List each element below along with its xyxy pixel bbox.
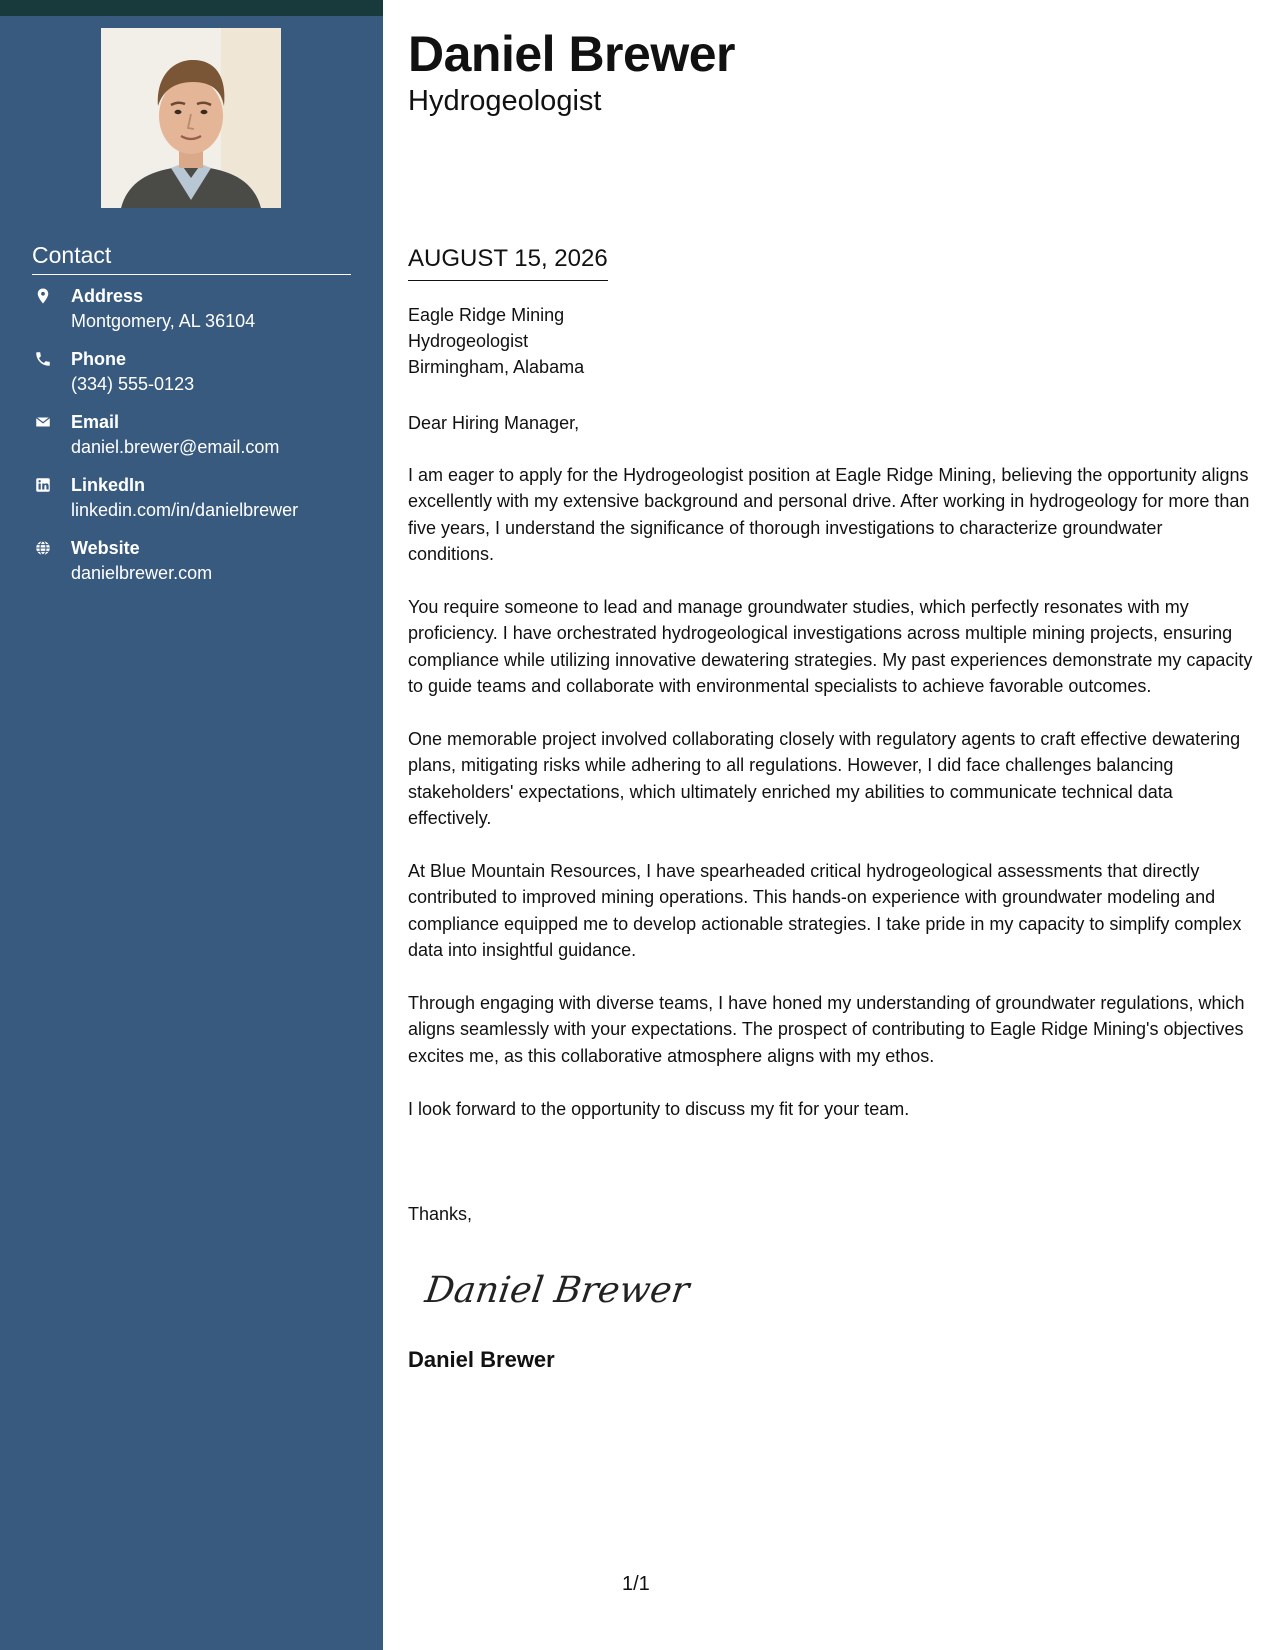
contact-label: Address [71, 286, 144, 306]
sidebar [0, 0, 383, 1650]
contact-label: LinkedIn [71, 475, 146, 495]
contact-item-linkedin [32, 474, 362, 537]
contact-value-email[interactable]: daniel.brewer@email.com [71, 437, 280, 457]
page-number: 1/1 [622, 1573, 650, 1595]
recipient-location: Birmingham, Alabama [408, 357, 585, 377]
letter-body [408, 462, 1253, 1148]
recipient-block [408, 302, 584, 380]
body-paragraph: I am eager to apply for the Hydrogeologist position at Eagle Ridge Mining, believing the opportunity aligns excellently with my extensive background and personal drive. After working in hydrogeology for more than five years, I understand the significance of thorough investigations to characterize groundwater conditions. [408, 465, 1250, 565]
body-paragraph: One memorable project involved collaborating closely with regulatory agents to craft effective dewatering plans, mitigating risks while adhering to all regulations. However, I did face challenges balancing stakeholders' expectations, which ultimately enriched my abilities to communicate technical data effectively. [408, 729, 1241, 829]
body-paragraph: At Blue Mountain Resources, I have spearheaded critical hydrogeological assessments that directly contributed to improved mining operations. This hands-on experience with groundwater modeling and compliance equipped me to develop actionable strategies. I take pride in my capacity to simplify complex data into insightful guidance. [408, 861, 1242, 961]
contact-item-phone [32, 348, 362, 411]
signature-text: Daniel Brewer [422, 1268, 693, 1311]
contact-label: Email [71, 412, 120, 432]
contact-label: Website [71, 538, 140, 558]
signature [422, 1258, 693, 1318]
contact-item-email [32, 411, 362, 474]
applicant-name: Daniel Brewer [408, 26, 735, 82]
contact-value-linkedin[interactable]: linkedin.com/in/danielbrewer [71, 500, 299, 520]
salutation: Dear Hiring Manager, [408, 413, 580, 433]
body-paragraph: You require someone to lead and manage groundwater studies, which perfectly resonates with my proficiency. I have orchestrated hydrogeological investigations across multiple mining projects, ensuring compliance while utilizing innovative dewatering strategies. My past experiences demonstrate my capacity to guide teams and collaborate with environmental specialists to achieve favorable outcomes. [408, 597, 1253, 697]
signer-name: Daniel Brewer [408, 1347, 555, 1372]
letter-main [408, 0, 1253, 1650]
contact-value-website[interactable]: danielbrewer.com [71, 563, 213, 583]
contact-value-address: Montgomery, AL 36104 [71, 311, 256, 331]
contact-value-phone[interactable]: (334) 555-0123 [71, 374, 195, 394]
handwritten-signature [422, 1258, 693, 1318]
globe-icon [34, 539, 52, 557]
contact-label: Phone [71, 349, 127, 369]
letter-date: AUGUST 15, 2026 [408, 244, 608, 281]
closing: Thanks, [408, 1204, 473, 1224]
recipient-position: Hydrogeologist [408, 331, 529, 351]
map-pin-icon [34, 287, 52, 305]
linkedin-icon [34, 476, 52, 494]
body-paragraph: Through engaging with diverse teams, I have honed my understanding of groundwater regulations, which aligns seamlessly with your expectations. The prospect of contributing to Eagle Ridge Mining's objectives excites me, as this collaborative atmosphere aligns with my ethos. [408, 993, 1245, 1066]
applicant-title: Hydrogeologist [408, 85, 602, 117]
sidebar-top-bar [0, 0, 383, 16]
avatar [101, 28, 281, 208]
recipient-company: Eagle Ridge Mining [408, 305, 565, 325]
profile-photo [101, 28, 281, 208]
contact-list [32, 285, 362, 600]
contact-item-address [32, 285, 362, 348]
phone-icon [34, 350, 52, 368]
contact-item-website [32, 537, 362, 600]
envelope-icon [34, 413, 52, 431]
body-paragraph: I look forward to the opportunity to discuss my fit for your team. [408, 1098, 910, 1119]
contact-heading: Contact [32, 241, 351, 275]
